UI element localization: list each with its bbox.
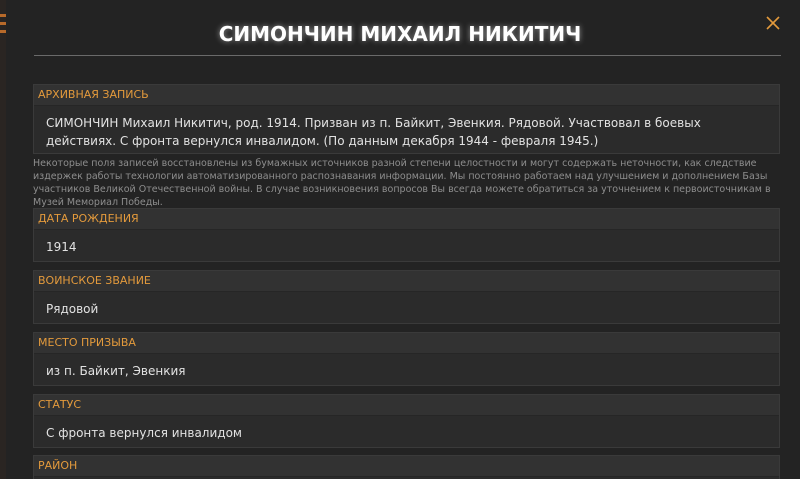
rank-label: ВОИНСКОЕ ЗВАНИЕ <box>34 271 779 292</box>
archive-record-text: СИМОНЧИН Михаил Никитич, род. 1914. Призван из п. Байкит, Эвенкия. Рядовой. Участвовал в боевых действиях. С фронта вернулся инвалидом. (По данным декабря 1944 - февраля 1945.) <box>46 116 701 148</box>
birth-date-section <box>33 208 780 262</box>
disclaimer-text: Некоторые поля записей восстановлены из бумажных источников разной степени целостности и могут содержать неточности, как следствие издержек работы технологии автоматизированного распознавания информации. Мы постоянно работаем над улучшением и дополнением Базы участников Великой Отечественной войны. В случае возникновения вопросов Вы всегда можете обратиться за уточнением к первоисточникам в Музей Мемориал Победы. <box>33 158 771 208</box>
status-label: СТАТУС <box>34 395 779 416</box>
archive-record-section <box>33 84 780 154</box>
rank-section <box>33 270 780 324</box>
draft-place-section <box>33 332 780 386</box>
archive-record-header: АРХИВНАЯ ЗАПИСЬ <box>34 85 779 106</box>
birth-date-value: 1914 <box>46 240 77 254</box>
rank-value: Рядовой <box>46 302 99 316</box>
status-section <box>33 394 780 448</box>
draft-place-value: из п. Байкит, Эвенкия <box>46 364 186 378</box>
district-section <box>33 455 780 479</box>
record-modal <box>6 0 800 479</box>
status-value: С фронта вернулся инвалидом <box>46 426 242 440</box>
page-title: СИМОНЧИН МИХАИЛ НИКИТИЧ <box>218 22 582 46</box>
title-divider <box>34 55 781 56</box>
draft-place-label: МЕСТО ПРИЗЫВА <box>34 333 779 354</box>
birth-date-label: ДАТА РОЖДЕНИЯ <box>34 209 779 230</box>
district-label: РАЙОН <box>34 456 779 477</box>
